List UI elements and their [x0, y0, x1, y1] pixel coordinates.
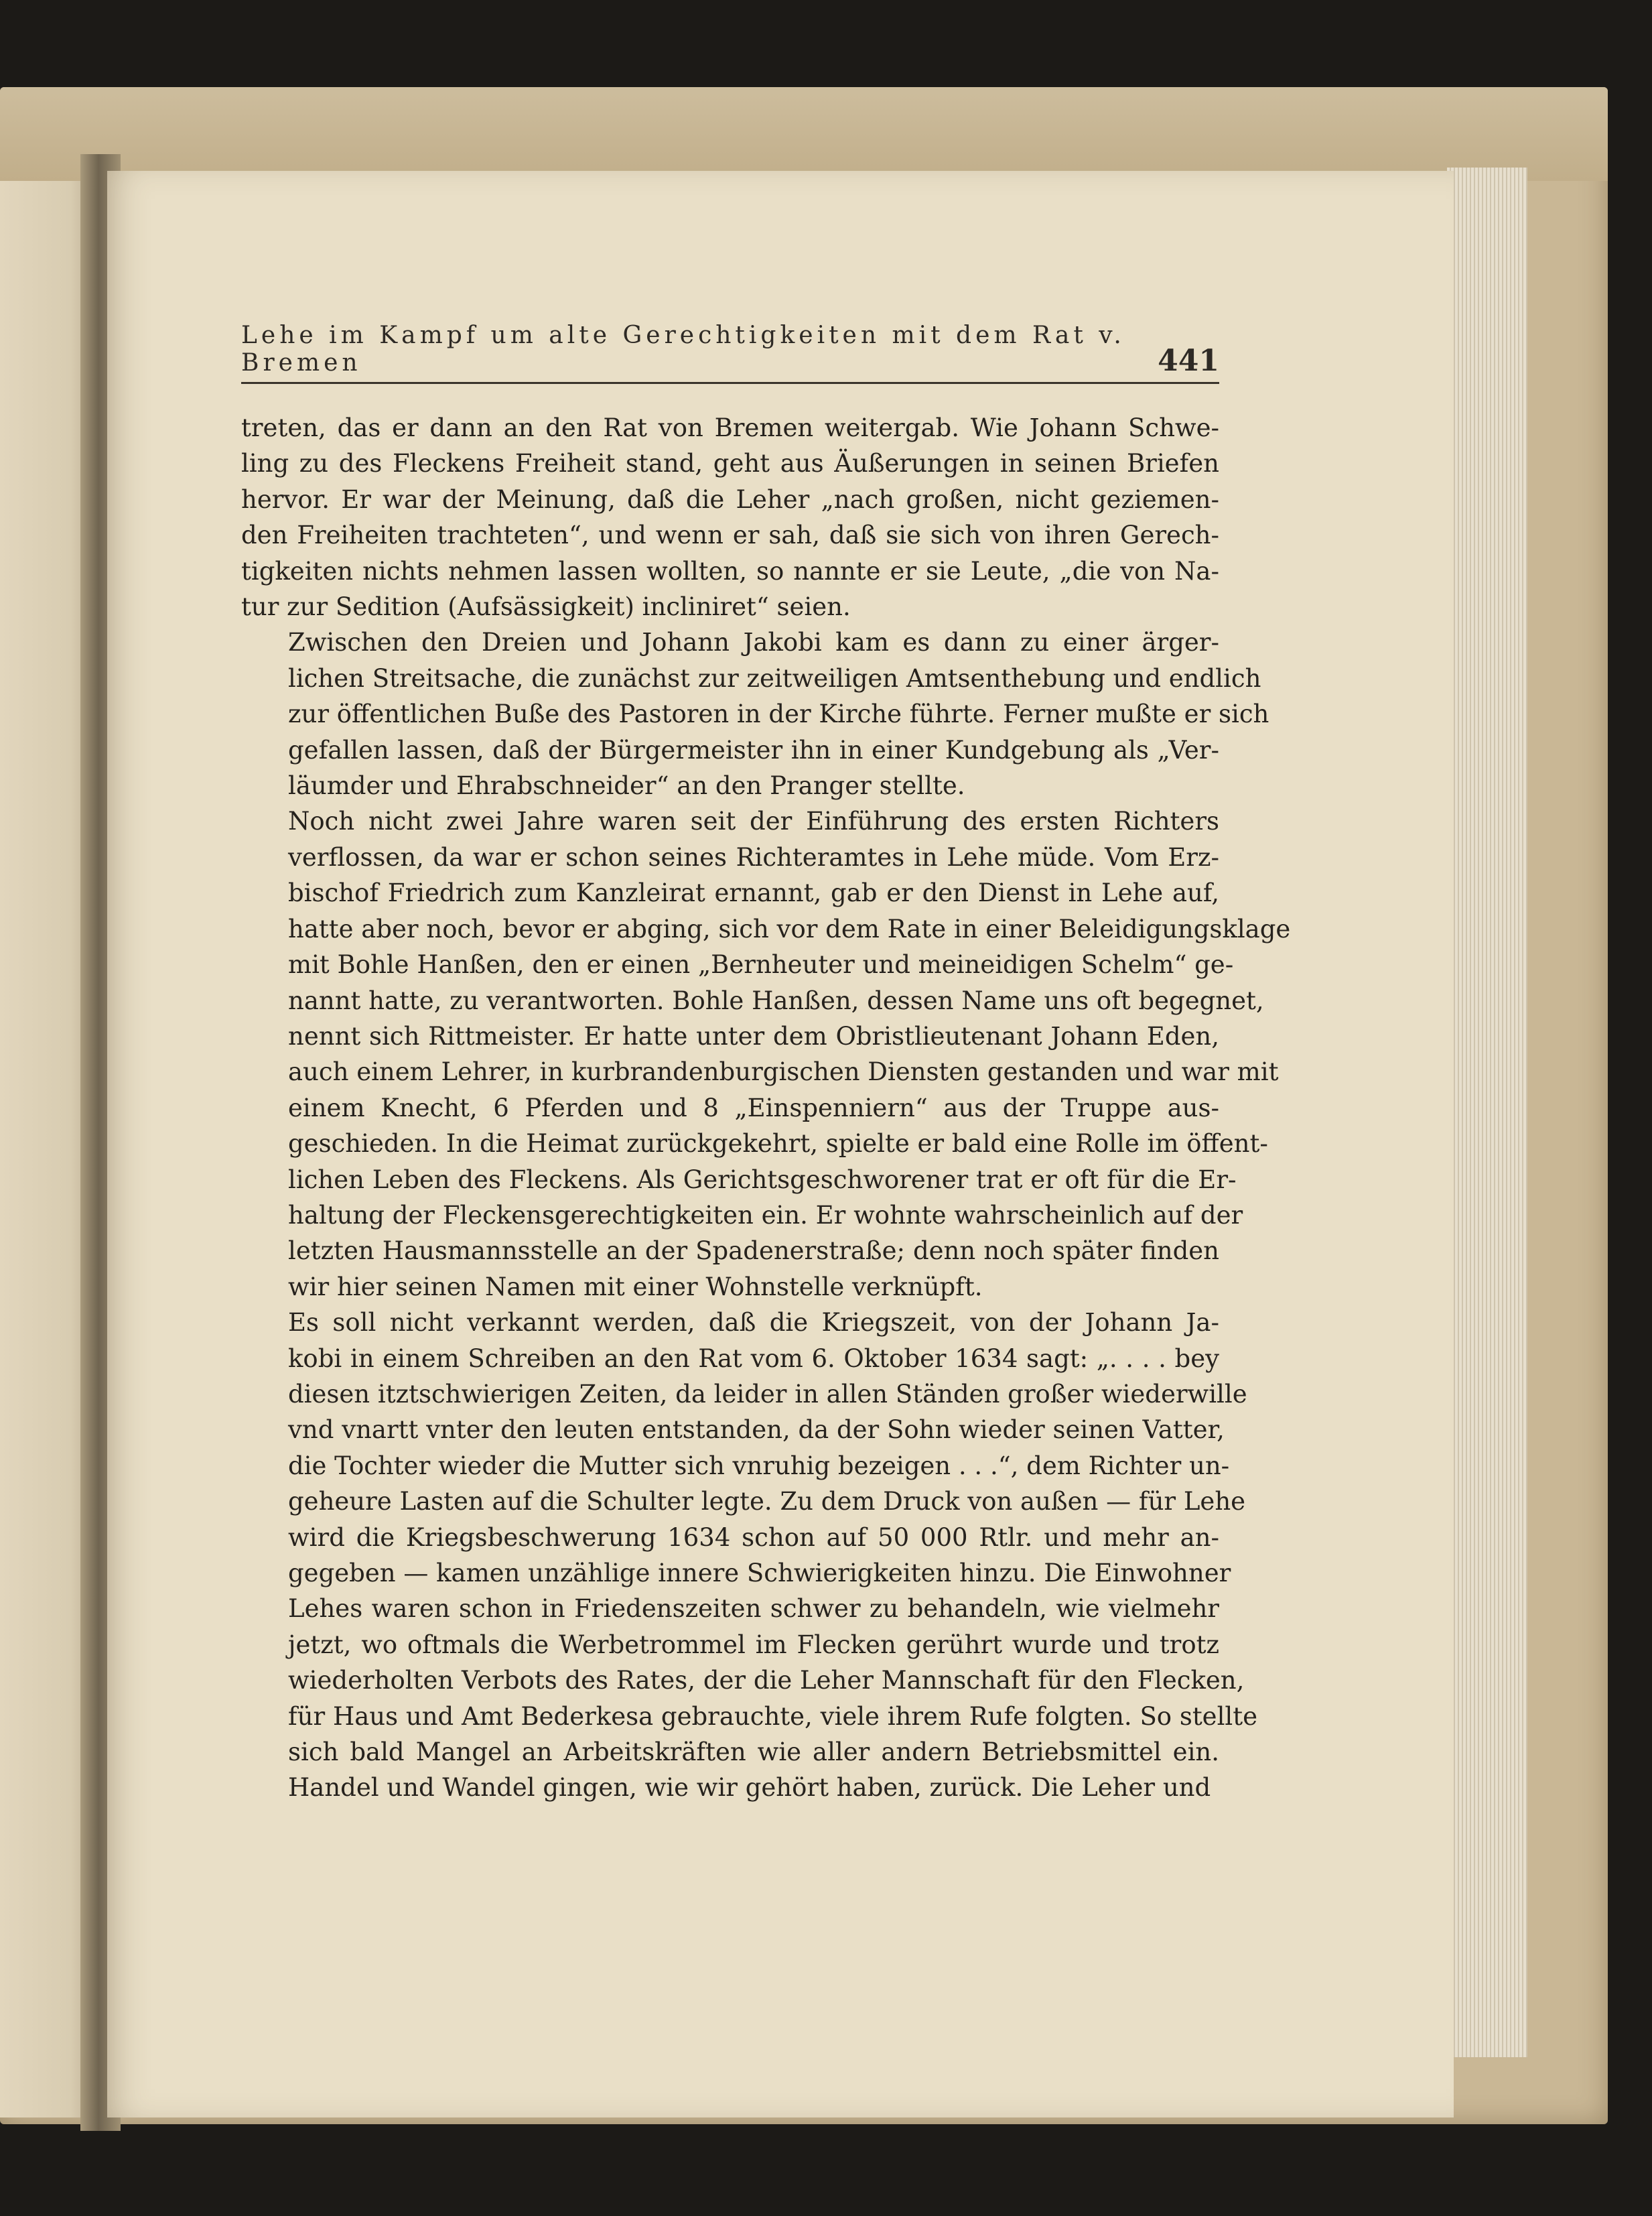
text-line: tur zur Sedition (Aufsässigkeit) incliniret“ seien.	[241, 592, 851, 622]
page-number: 441	[1158, 344, 1219, 378]
text-line: nannt hatte, zu verantworten. Bohle Hanßen, dessen Name uns oft begegnet,	[288, 986, 1264, 1015]
text-line: gefallen lassen, daß der Bürgermeister ihn in einer Kundgebung als „Ver-	[288, 735, 1219, 765]
paragraph	[241, 625, 1269, 803]
text-line: nennt sich Rittmeister. Er hatte unter dem Obristlieutenant Johann Eden,	[288, 1021, 1219, 1051]
paragraph	[241, 410, 1219, 625]
text-line: Lehes waren schon in Friedenszeiten schwer zu behandeln, wie vielmehr	[288, 1594, 1219, 1624]
text-line: zur öffentlichen Buße des Pastoren in der Kirche führte. Ferner mußte er sich	[288, 700, 1269, 729]
text-line: tigkeiten nichts nehmen lassen wollten, so nannte er sie Leute, „die von Na-	[241, 556, 1219, 586]
running-head	[241, 322, 1219, 384]
running-head-title: Lehe im Kampf um alte Gerechtigkeiten mit dem Rat v. Bremen	[241, 322, 1125, 377]
text-line: lichen Leben des Fleckens. Als Gerichtsgeschworener trat er oft für die Er-	[288, 1165, 1237, 1194]
text-line: mit Bohle Hanßen, den er einen „Bernheuter und meineidigen Schelm“ ge-	[288, 950, 1234, 980]
paragraph	[241, 1305, 1258, 1806]
text-line: einem Knecht, 6 Pferden und 8 „Einspenniern“ aus der Truppe aus-	[288, 1093, 1219, 1122]
page-stack-edge	[1447, 168, 1527, 2057]
text-line: ling zu des Fleckens Freiheit stand, geht aus Äußerungen in seinen Briefen	[241, 449, 1219, 478]
text-line: Zwischen den Dreien und Johann Jakobi kam es dann zu einer ärger-	[288, 628, 1219, 657]
body-text	[241, 410, 1291, 1806]
paragraph	[241, 803, 1291, 1305]
book-cover-top-edge	[0, 87, 1608, 181]
text-line: Noch nicht zwei Jahre waren seit der Einführung des ersten Richters	[288, 807, 1219, 836]
text-line: letzten Hausmannsstelle an der Spadenerstraße; denn noch später finden	[288, 1236, 1219, 1266]
text-line: den Freiheiten trachteten“, und wenn er sah, daß sie sich von ihren Gerech-	[241, 521, 1219, 550]
text-line: wird die Kriegsbeschwerung 1634 schon auf 50 000 Rtlr. und mehr an-	[288, 1522, 1219, 1552]
text-line: verflossen, da war er schon seines Richteramtes in Lehe müde. Vom Erz-	[288, 842, 1219, 872]
text-line: wiederholten Verbots des Rates, der die Leher Mannschaft für den Flecken,	[288, 1666, 1245, 1695]
text-line: geheure Lasten auf die Schulter legte. Zu dem Druck von außen — für Lehe	[288, 1487, 1246, 1516]
text-line: jetzt, wo oftmals die Werbetrommel im Flecken gerührt wurde und trotz	[288, 1630, 1219, 1659]
text-line: haltung der Fleckensgerechtigkeiten ein. Er wohnte wahrscheinlich auf der	[288, 1200, 1243, 1230]
text-line: wir hier seinen Namen mit einer Wohnstelle verknüpft.	[288, 1272, 983, 1301]
text-line: die Tochter wieder die Mutter sich vnruhig bezeigen . . .“, dem Richter un-	[288, 1451, 1230, 1480]
text-line: auch einem Lehrer, in kurbrandenburgischen Diensten gestanden und war mit	[288, 1057, 1279, 1087]
text-line: treten, das er dann an den Rat von Bremen weitergab. Wie Johann Schwe-	[241, 413, 1219, 442]
text-line: läumder und Ehrabschneider“ an den Pranger stellte.	[288, 771, 965, 801]
text-line: lichen Streitsache, die zunächst zur zeitweiligen Amtsenthebung und endlich	[288, 663, 1261, 693]
text-line: hatte aber noch, bevor er abging, sich vor dem Rate in einer Beleidigungsklage	[288, 914, 1291, 943]
text-line: kobi in einem Schreiben an den Rat vom 6. Oktober 1634 sagt: „. . . . bey	[288, 1344, 1219, 1373]
text-line: Es soll nicht verkannt werden, daß die Kriegszeit, von der Johann Ja-	[288, 1308, 1219, 1338]
text-line: hervor. Er war der Meinung, daß die Leher „nach großen, nicht geziemen-	[241, 484, 1219, 514]
text-line: gegeben — kamen unzählige innere Schwierigkeiten hinzu. Die Einwohner	[288, 1559, 1231, 1587]
text-line: geschieden. In die Heimat zurückgekehrt, spielte er bald eine Rolle im öffent-	[288, 1129, 1268, 1159]
text-line: sich bald Mangel an Arbeitskräften wie aller andern Betriebsmittel ein.	[288, 1738, 1219, 1767]
text-line: vnd vnartt vnter den leuten entstanden, da der Sohn wieder seinen Vatter,	[288, 1415, 1225, 1445]
text-line: für Haus und Amt Bederkesa gebrauchte, viele ihrem Rufe folgten. So stellte	[288, 1701, 1258, 1731]
text-line: diesen itztschwierigen Zeiten, da leider in allen Ständen großer wiederwille	[288, 1379, 1247, 1409]
text-line: Handel und Wandel gingen, wie wir gehört haben, zurück. Die Leher und	[288, 1773, 1211, 1803]
text-line: bischof Friedrich zum Kanzleirat ernannt, gab er den Dienst in Lehe auf,	[288, 878, 1219, 908]
